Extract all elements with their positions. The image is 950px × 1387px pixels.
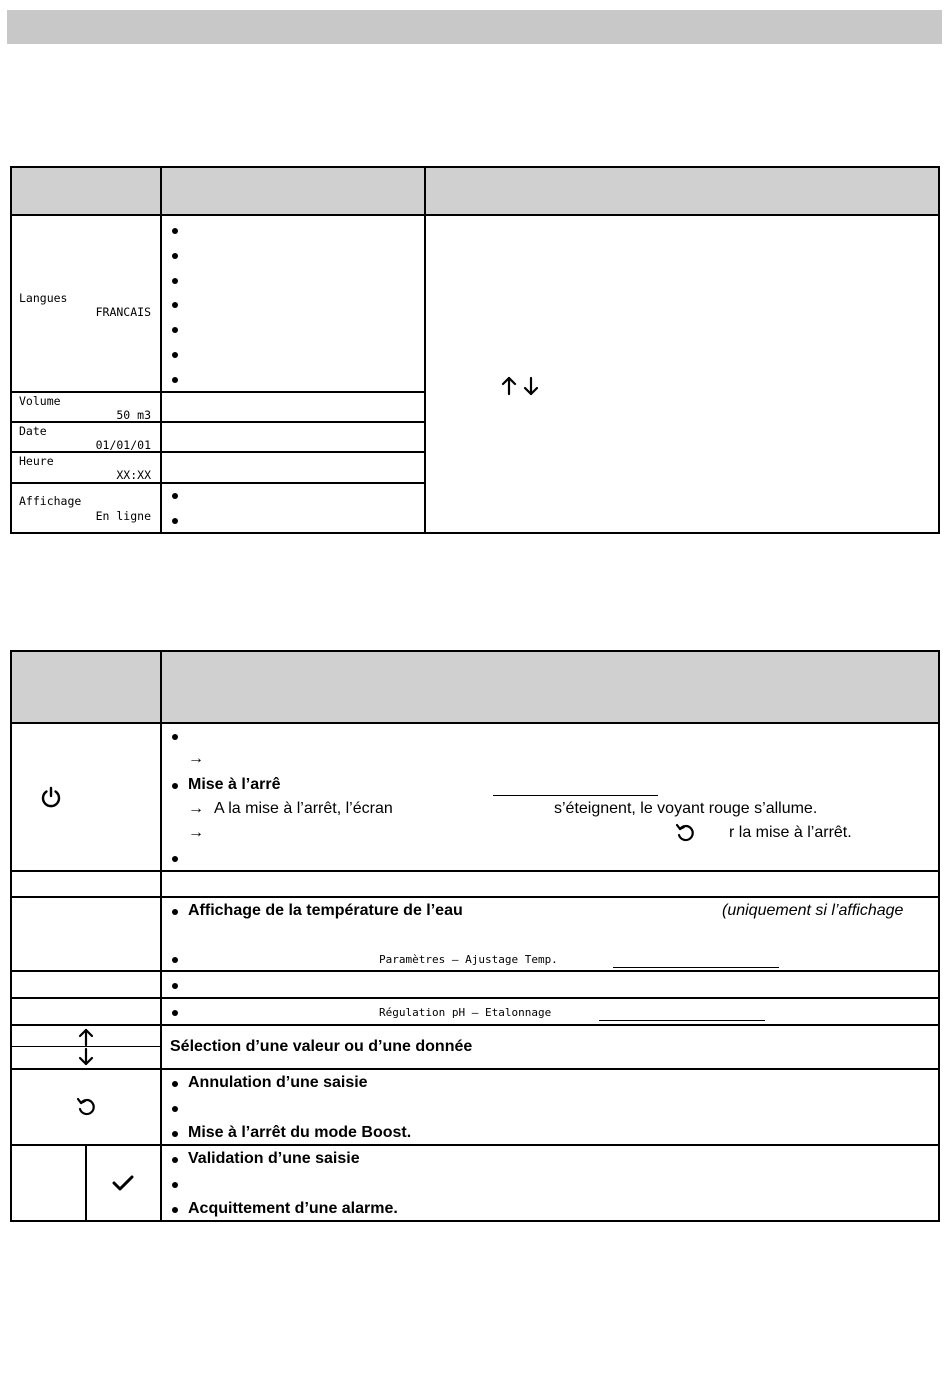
keys-table-header <box>10 650 940 723</box>
arrow-right-icon: → <box>188 824 204 841</box>
settings-table-header <box>10 166 940 216</box>
power-off-title: Mise à l’arrê <box>188 776 281 793</box>
alarm-ack-text: Acquittement d’une alarme. <box>188 1200 398 1217</box>
bullet <box>172 734 178 740</box>
bullet <box>172 518 178 524</box>
power-off-screen-text: A la mise à l’arrêt, l’écran <box>214 800 393 817</box>
power-off-confirm-text: r la mise à l’arrêt. <box>729 824 852 841</box>
bullet <box>172 377 178 383</box>
bullet <box>172 278 178 284</box>
menu-path-temperature: Paramètres – Ajustage Temp. <box>379 953 558 966</box>
arrow-up-icon <box>76 1028 96 1046</box>
lcd-value-heure: XX:XX <box>116 468 151 482</box>
arrow-down-icon <box>76 1048 96 1066</box>
lcd-label-volume: Volume <box>19 394 61 408</box>
lcd-value-langues: FRANCAIS <box>95 305 151 319</box>
up-down-arrows-icon <box>500 376 542 396</box>
lcd-value-date: 01/01/01 <box>95 438 151 452</box>
bullet <box>172 1081 178 1087</box>
back-icon <box>76 1097 96 1117</box>
power-off-led-text: s’éteignent, le voyant rouge s’allume. <box>554 800 818 817</box>
lcd-label-affichage: Affichage <box>19 494 82 508</box>
check-icon <box>112 1174 134 1192</box>
bullet <box>172 1207 178 1213</box>
lcd-value-affichage: En ligne <box>95 509 151 523</box>
bullet <box>172 957 178 963</box>
lcd-label-date: Date <box>19 424 47 438</box>
cancel-entry-text: Annulation d’une saisie <box>188 1074 368 1091</box>
bullet <box>172 856 178 862</box>
value-selection-text: Sélection d’une valeur ou d’une donnée <box>170 1038 473 1055</box>
temperature-display-title: Affichage de la température de l’eau <box>188 902 463 919</box>
page-header-bar <box>7 10 942 44</box>
bullet <box>172 1010 178 1016</box>
bullet <box>172 228 178 234</box>
menu-path-ph: Régulation pH – Etalonnage <box>379 1006 552 1019</box>
power-icon <box>40 786 62 808</box>
boost-off-text: Mise à l’arrêt du mode Boost. <box>188 1124 412 1141</box>
bullet <box>172 327 178 333</box>
lcd-label-langues: Langues <box>19 291 68 305</box>
back-icon <box>675 823 695 843</box>
bullet <box>172 352 178 358</box>
bullet <box>172 1106 178 1112</box>
bullet <box>172 1182 178 1188</box>
bullet <box>172 493 178 499</box>
bullet <box>172 909 178 915</box>
bullet <box>172 253 178 259</box>
bullet <box>172 983 178 989</box>
bullet <box>172 1131 178 1137</box>
lcd-label-heure: Heure <box>19 454 54 468</box>
temperature-display-note: (uniquement si l’affichage <box>722 902 904 919</box>
arrow-right-icon: → <box>188 800 204 817</box>
bullet <box>172 783 178 789</box>
bullet <box>172 302 178 308</box>
lcd-value-volume: 50 m3 <box>116 408 151 422</box>
validate-entry-text: Validation d’une saisie <box>188 1150 360 1167</box>
arrow-right-icon: → <box>188 750 204 767</box>
bullet <box>172 1157 178 1163</box>
